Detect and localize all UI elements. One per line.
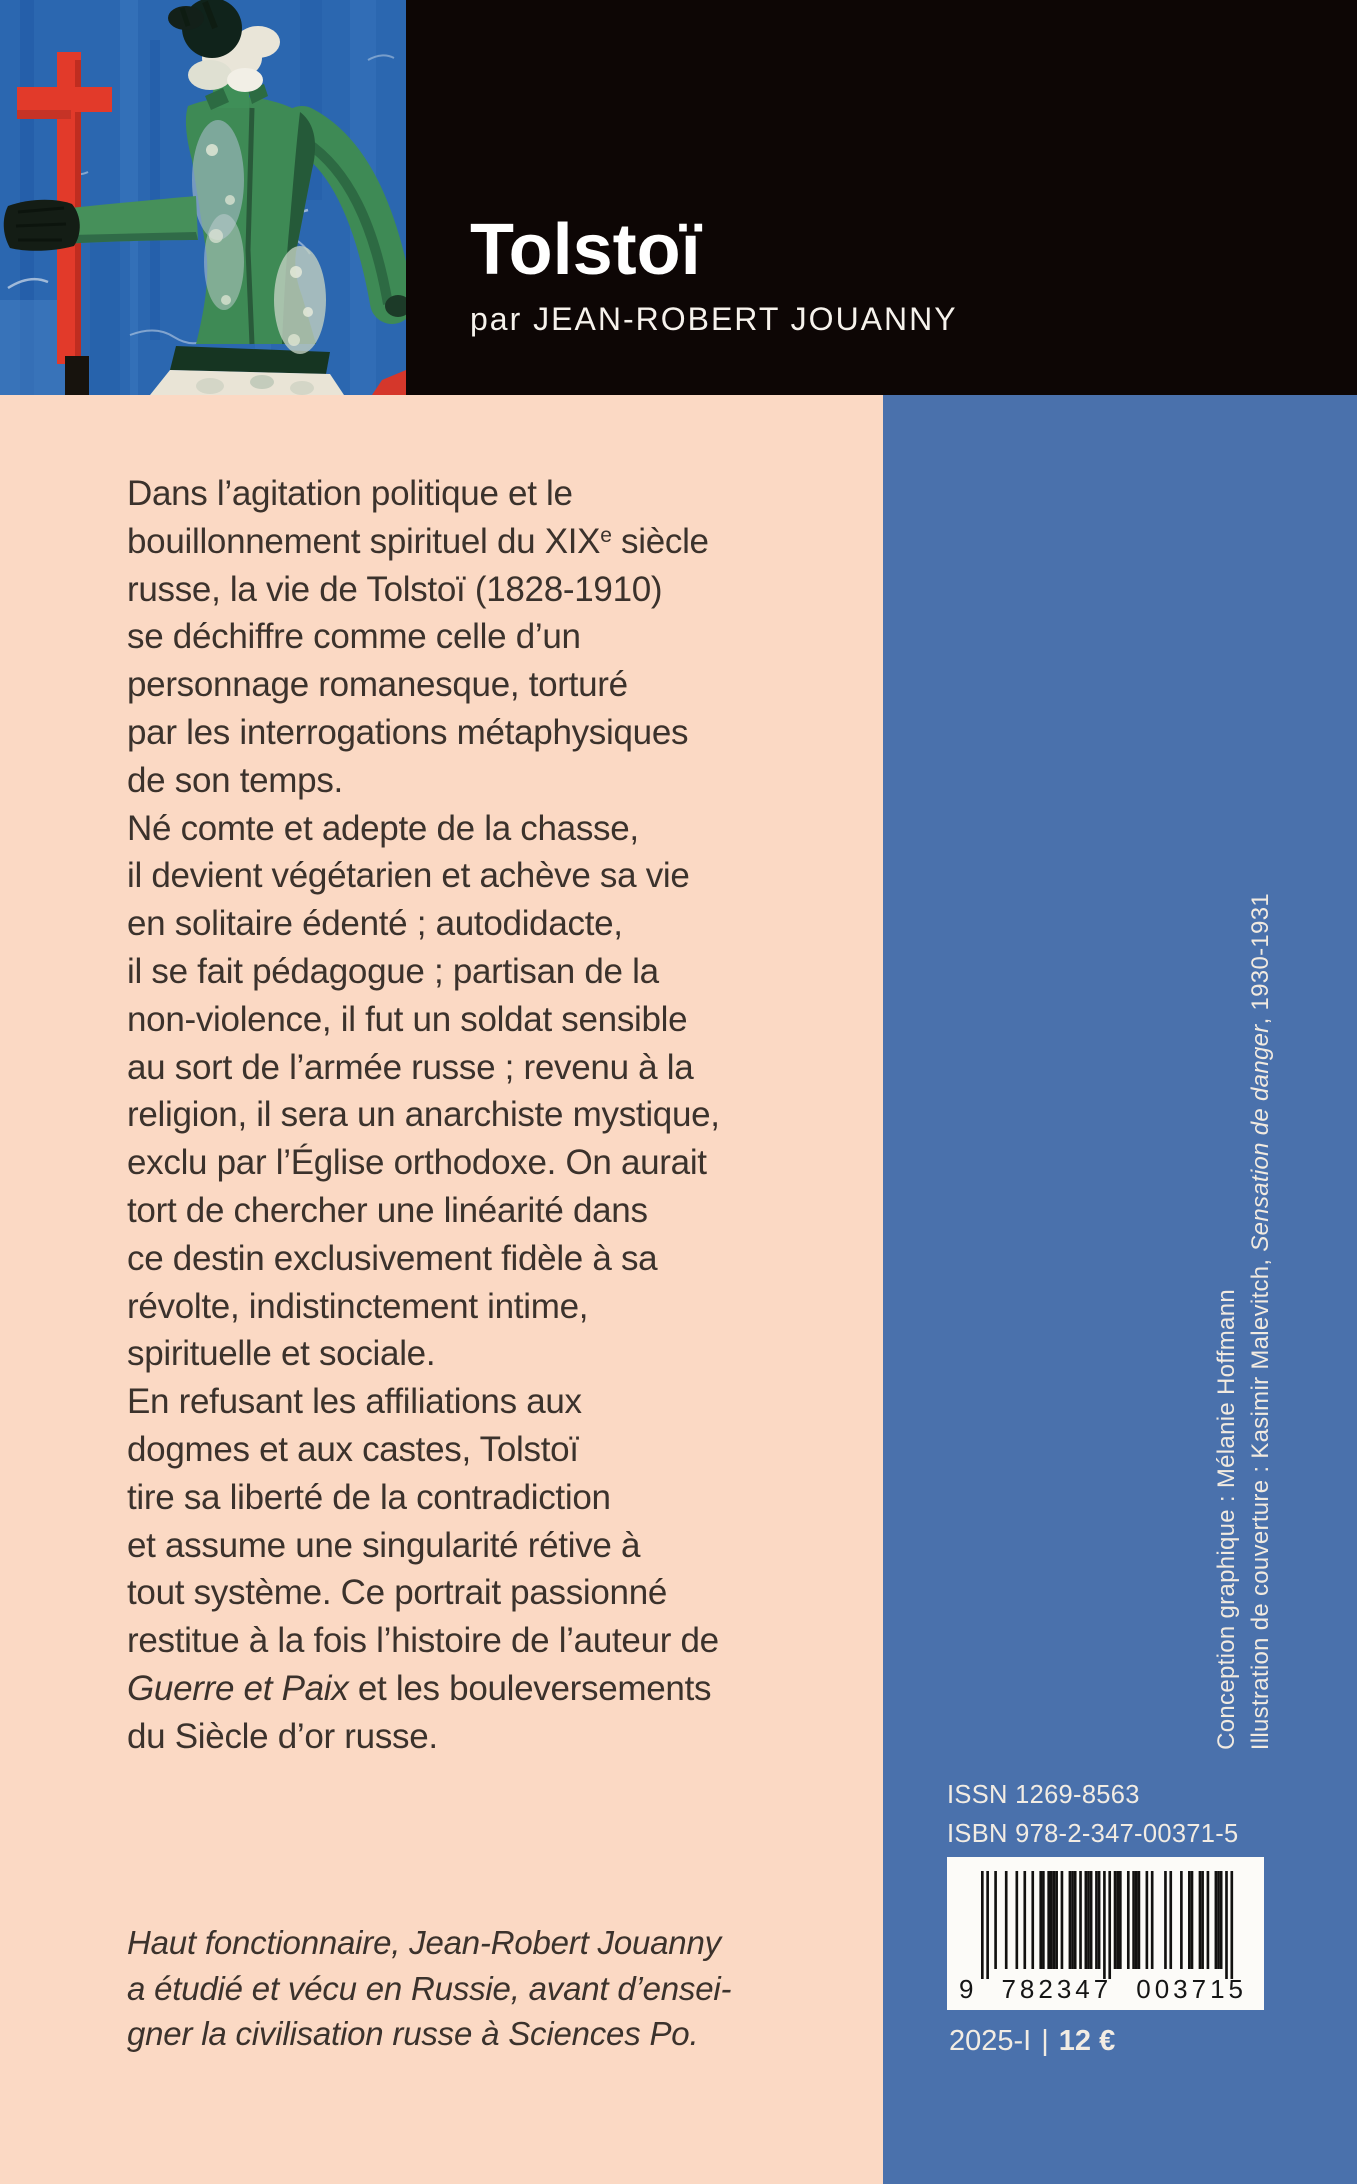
text-line: par les interrogations métaphysiques (127, 712, 689, 752)
header-band (0, 0, 1357, 395)
credit-graphic-design: Conception graphique : Mélanie Hoffmann (1213, 1289, 1240, 1750)
text-line: russe, la vie de Tolstoï (1828-1910) (127, 569, 663, 609)
text-line: religion, il sera un anarchiste mystique, (127, 1095, 720, 1135)
text-line: ce destin exclusivement fidèle à sa (127, 1238, 658, 1278)
text-line: et assume une singularité rétive à (127, 1525, 641, 1565)
text-line: bouillonnement spirituel du XIXe siècle (127, 521, 709, 561)
text-line: personnage romanesque, torturé (127, 665, 628, 705)
credit-cover-illustration: Illustration de couverture : Kasimir Malevitch, Sensation de danger, 1930-1931 (1247, 892, 1274, 1750)
book-title: Tolstoï (470, 210, 701, 290)
author-bio (127, 1920, 731, 2057)
text-line: Dans l’agitation politique et le (127, 474, 573, 513)
publishing-ids (947, 1776, 1239, 1853)
barcode-digit-group: 9 (959, 1974, 978, 2004)
text-line: restitue à la fois l’histoire de l’auteur de (127, 1621, 719, 1661)
price-separator: | (1041, 2025, 1049, 2057)
text-line: en solitaire édenté ; autodidacte, (127, 904, 623, 944)
text-line: tout système. Ce portrait passionné (127, 1573, 668, 1613)
text-line: dogmes et aux castes, Tolstoï (127, 1429, 579, 1469)
text-line: il se fait pédagogue ; partisan de la (127, 951, 659, 991)
book-author-line: par JEAN-ROBERT JOUANNY (470, 301, 958, 337)
text-line: tort de chercher une linéarité dans (127, 1190, 648, 1230)
text-line: Né comte et adepte de la chasse, (127, 808, 639, 848)
text-line: révolte, indistinctement intime, (127, 1286, 589, 1326)
price-line (949, 2025, 1115, 2058)
text-line: gner la civilisation russe à Sciences Po. (127, 2015, 699, 2052)
synopsis-text (127, 470, 847, 1761)
blue-side-panel (883, 395, 1357, 2184)
text-line: En refusant les affiliations aux (127, 1382, 582, 1422)
text-line: au sort de l’armée russe ; revenu à la (127, 1047, 694, 1087)
text-line: Guerre et Paix et les bouleversements (127, 1668, 712, 1708)
text-line: spirituelle et sociale. (127, 1334, 436, 1374)
cover-painting-malevich (0, 0, 406, 395)
text-line: Haut fonctionnaire, Jean-Robert Jouanny (127, 1924, 721, 1961)
barcode-digit-group: 782347 (1001, 1974, 1113, 2004)
text-line: a étudié et vécu en Russie, avant d’ensei- (127, 1969, 732, 2007)
isbn-number: ISBN 978-2-347-00371-5 (947, 1819, 1239, 1848)
text-line: se déchiffre comme celle d’un (127, 617, 581, 657)
barcode-digit-group: 003715 (1136, 1974, 1247, 2004)
text-line: tire sa liberté de la contradiction (127, 1477, 611, 1517)
price-amount: 12 € (1058, 2025, 1116, 2057)
text-line: non-violence, il fut un soldat sensible (127, 999, 688, 1039)
barcode-digits (959, 1974, 1264, 2005)
issn-number: ISSN 1269-8563 (947, 1781, 1140, 1809)
text-line: du Siècle d’or russe. (127, 1716, 438, 1756)
edition-code: 2025-I (949, 2025, 1032, 2057)
text-line: de son temps. (127, 760, 343, 800)
text-line: exclu par l’Église orthodoxe. On aurait (127, 1143, 707, 1183)
text-line: il devient végétarien et achève sa vie (127, 856, 690, 896)
ean-barcode (947, 1857, 1264, 2010)
